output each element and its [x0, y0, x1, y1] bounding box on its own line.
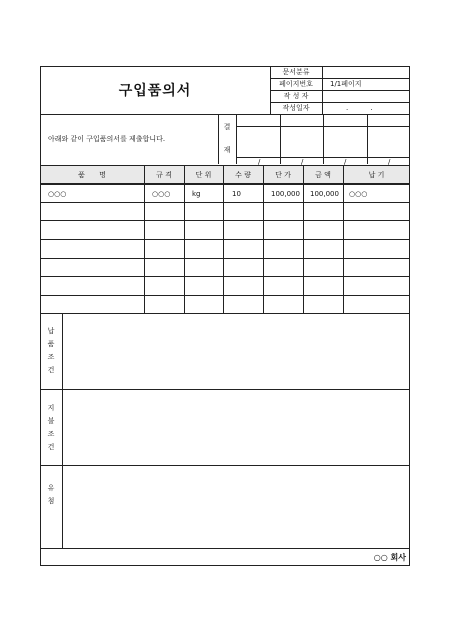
company-name: ○○ 회사 [373, 553, 406, 562]
section-label-payment-terms: 지 불 조 건 [47, 404, 55, 451]
approval-line [236, 157, 410, 158]
cell-quantity[interactable]: 10 [232, 190, 241, 198]
meta-label-date: 작성일자 [282, 104, 310, 112]
col-header-unit: 단 위 [195, 171, 212, 179]
cell-amount[interactable]: 100,000 [310, 190, 339, 198]
table-row-line [40, 258, 410, 259]
approval-date-slash: / [301, 158, 304, 166]
cell-unit[interactable]: kg [192, 190, 201, 198]
approval-line [236, 126, 410, 127]
attachment-content[interactable] [63, 466, 409, 547]
approval-date-slash: / [258, 158, 261, 166]
section-line [40, 548, 410, 549]
cell-item-name[interactable]: ○○○ [48, 190, 67, 198]
section-label-attachment: 유 첨 [47, 484, 55, 505]
cell-spec[interactable]: ○○○ [152, 190, 171, 198]
col-header-spec: 규 격 [156, 171, 172, 179]
meta-value-page-number[interactable]: 1/1페이지 [330, 80, 362, 88]
col-header-delivery: 납 기 [368, 171, 385, 179]
col-header-quantity: 수 량 [235, 171, 251, 179]
intro-text: 아래와 같이 구입품의서를 제출합니다. [48, 135, 166, 143]
meta-label-doc-type: 문서분류 [282, 68, 310, 76]
table-row-line [40, 276, 410, 277]
meta-value-date[interactable]: . . [346, 104, 383, 112]
payment-terms-content[interactable] [63, 390, 409, 464]
col-header-item-name: 품 명 [78, 171, 106, 179]
approval-label-1: 결 [223, 123, 231, 131]
meta-label-author: 작 성 자 [283, 92, 309, 100]
page-title: 구입품의서 [118, 83, 192, 99]
approval-label-2: 재 [223, 146, 231, 154]
meta-label-page-number: 페이지번호 [279, 80, 313, 88]
col-header-unit-price: 단 가 [275, 171, 291, 179]
table-row-line [40, 239, 410, 240]
table-header-line [40, 183, 410, 185]
header-bottom-line [40, 114, 410, 115]
table-row-line [40, 295, 410, 296]
table-row-line [40, 220, 410, 221]
table-row-line [40, 202, 410, 203]
approval-date-slash: / [344, 158, 347, 166]
delivery-terms-content[interactable] [63, 314, 409, 388]
approval-divider [218, 114, 219, 164]
cell-unit-price[interactable]: 100,000 [271, 190, 300, 198]
cell-delivery[interactable]: ○○○ [349, 190, 368, 198]
approval-date-slash: / [388, 158, 391, 166]
col-header-amount: 금 액 [315, 171, 331, 179]
section-label-delivery-terms: 납 품 조 건 [47, 327, 55, 374]
